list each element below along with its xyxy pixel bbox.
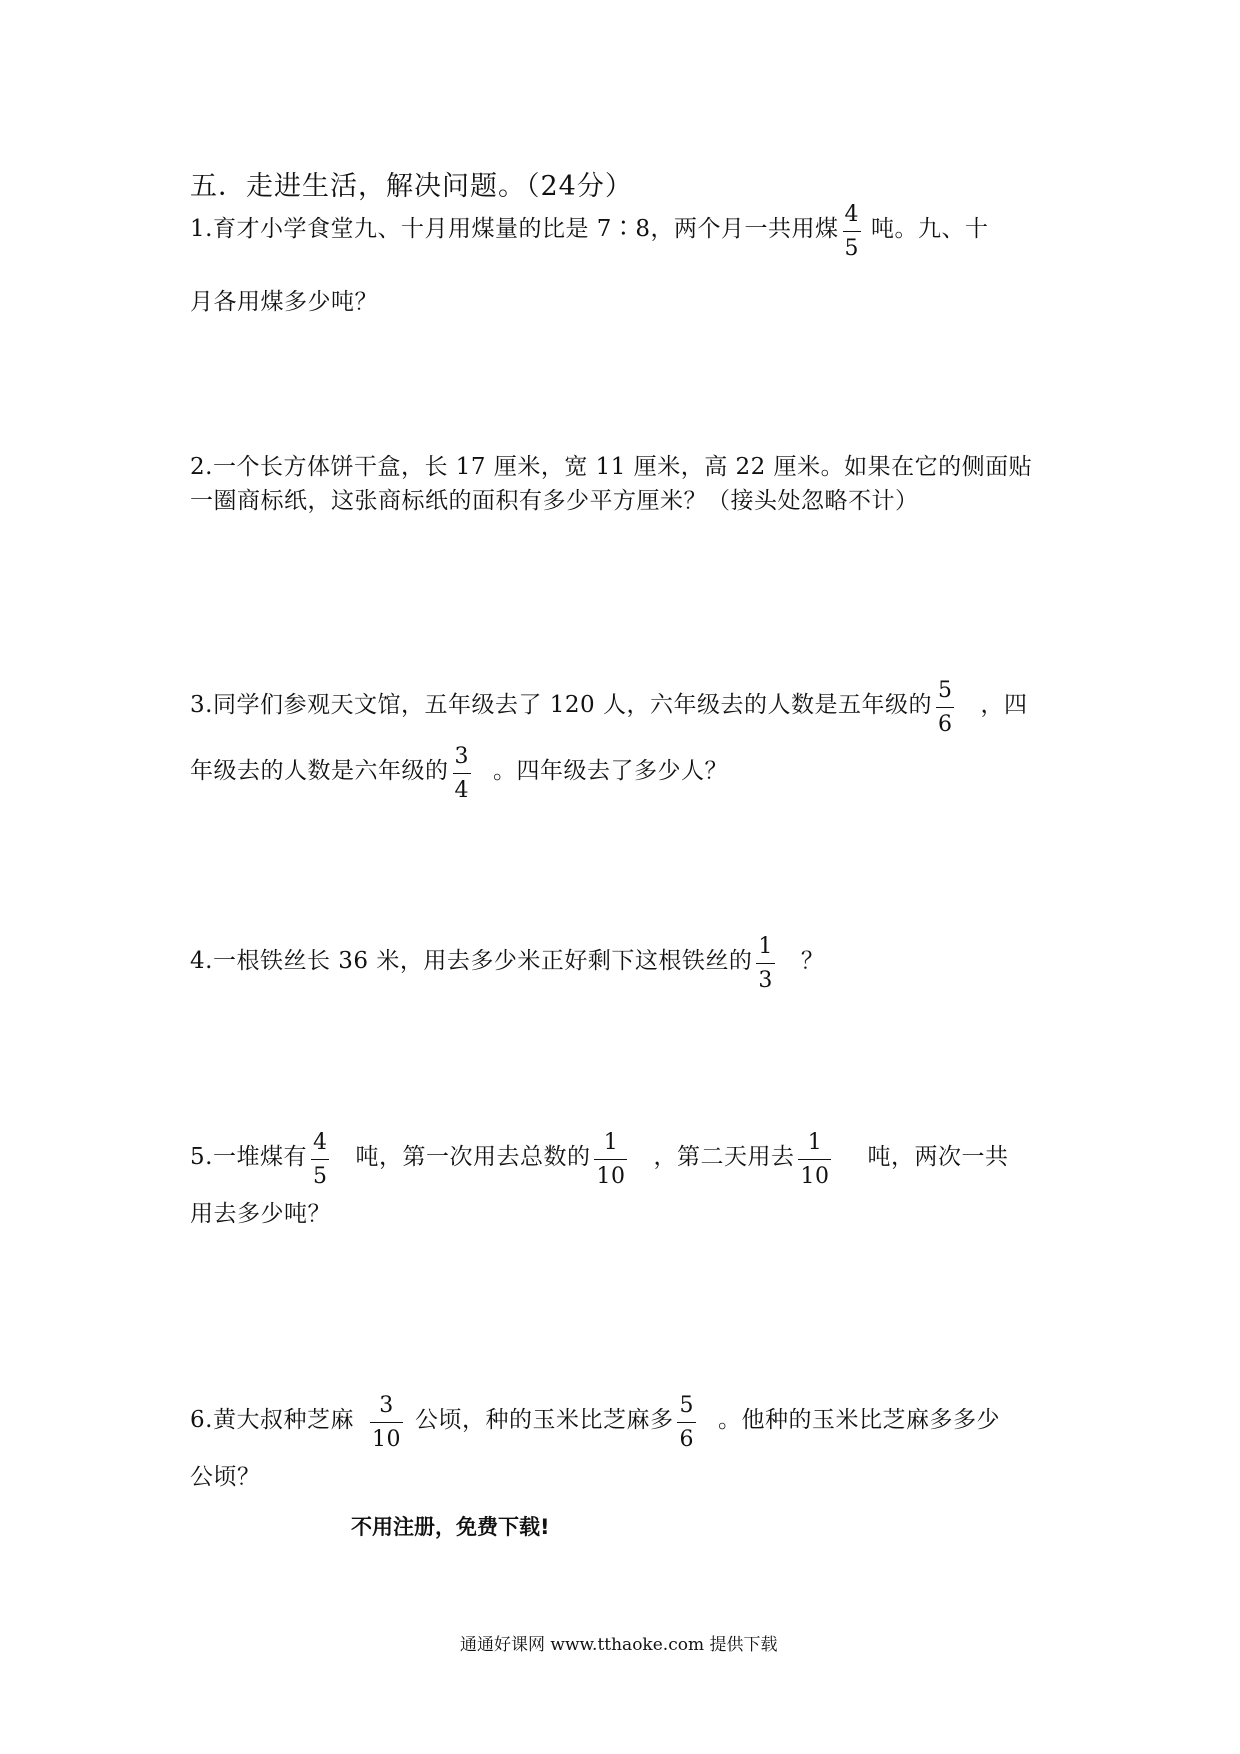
fraction-denominator: 10 <box>371 1427 401 1452</box>
question-3-text-c: 年级去的人数是六年级的 <box>190 758 449 784</box>
fraction-numerator: 5 <box>936 680 955 708</box>
fraction-denominator: 10 <box>800 1164 830 1189</box>
fraction-numerator: 4 <box>843 204 862 232</box>
question-3-line-2 <box>190 744 728 803</box>
question-5-text-d: 吨，两次一共 <box>867 1144 1009 1170</box>
section-title: 五．走进生活，解决问题。（24分） <box>190 171 633 202</box>
question-5-fraction-3 <box>798 1132 831 1188</box>
question-5-line-2: 用去多少吨？ <box>190 1201 331 1227</box>
question-6-text-c: 。他种的玉米比芝麻多多少 <box>717 1407 1000 1433</box>
question-5-text-b: 吨，第一次用去总数的 <box>355 1144 591 1170</box>
question-5-line-1 <box>190 1130 1009 1189</box>
question-5-fraction-1 <box>311 1132 330 1188</box>
fraction-numerator: 4 <box>311 1132 330 1160</box>
fraction-denominator: 10 <box>596 1164 626 1189</box>
question-3-text-a: 3.同学们参观天文馆，五年级去了 120 人，六年级去的人数是五年级的 <box>190 692 932 718</box>
question-1-line-1 <box>190 202 989 261</box>
fraction-denominator: 6 <box>679 1427 694 1452</box>
question-5-text-c: ，第二天用去 <box>653 1144 795 1170</box>
question-1-line-2: 月各用煤多少吨？ <box>190 289 378 315</box>
fraction-denominator: 4 <box>454 778 469 803</box>
question-2-line-2: 一圈商标纸，这张商标纸的面积有多少平方厘米？（接头处忽略不计） <box>190 488 919 514</box>
question-1-fraction <box>843 204 862 260</box>
fraction-numerator: 1 <box>756 936 775 964</box>
question-3-fraction-1 <box>936 680 955 736</box>
question-2-line-1: 2.一个长方体饼干盒，长 17 厘米，宽 11 厘米，高 22 厘米。如果在它的侧面贴 <box>190 454 1033 480</box>
fraction-denominator: 5 <box>844 236 860 261</box>
question-3-text-b: ，四 <box>980 692 1028 718</box>
question-5-text-a: 5.一堆煤有 <box>190 1144 307 1170</box>
question-1-text-b: 吨。九、十 <box>871 216 989 242</box>
question-4-text-b: ？ <box>800 948 825 974</box>
fraction-numerator: 3 <box>453 746 472 774</box>
fraction-numerator: 1 <box>798 1132 831 1160</box>
question-6-line-2: 公顷？ <box>190 1464 261 1490</box>
question-4-line-1 <box>190 934 825 993</box>
promo-text: 不用注册，免费下载! <box>351 1515 550 1539</box>
question-5-fraction-2 <box>594 1132 627 1188</box>
question-3-text-d: 。四年级去了多少人？ <box>493 758 728 784</box>
question-4-text-a: 4.一根铁丝长 36 米，用去多少米正好剩下这根铁丝的 <box>190 948 753 974</box>
question-6-text-b: 公顷，种的玉米比芝麻多 <box>414 1407 674 1433</box>
fraction-numerator: 1 <box>594 1132 627 1160</box>
question-1-text-a: 1.育才小学食堂九、十月用煤量的比是 7∶8，两个月一共用煤 <box>190 216 839 242</box>
fraction-denominator: 5 <box>312 1164 328 1189</box>
question-3-line-1 <box>190 678 1028 737</box>
fraction-denominator: 6 <box>937 712 953 737</box>
question-4-fraction <box>756 936 775 992</box>
fraction-numerator: 3 <box>370 1395 403 1423</box>
question-6-fraction-2 <box>677 1395 696 1451</box>
footer-credit: 通通好课网 www.tthaoke.com 提供下载 <box>460 1635 778 1655</box>
fraction-denominator: 3 <box>758 968 773 993</box>
question-3-fraction-2 <box>453 746 472 802</box>
question-6-line-1 <box>190 1393 1000 1452</box>
question-6-text-a: 6.黄大叔种芝麻 <box>190 1407 354 1433</box>
question-6-fraction-1 <box>370 1395 403 1451</box>
fraction-numerator: 5 <box>677 1395 696 1423</box>
